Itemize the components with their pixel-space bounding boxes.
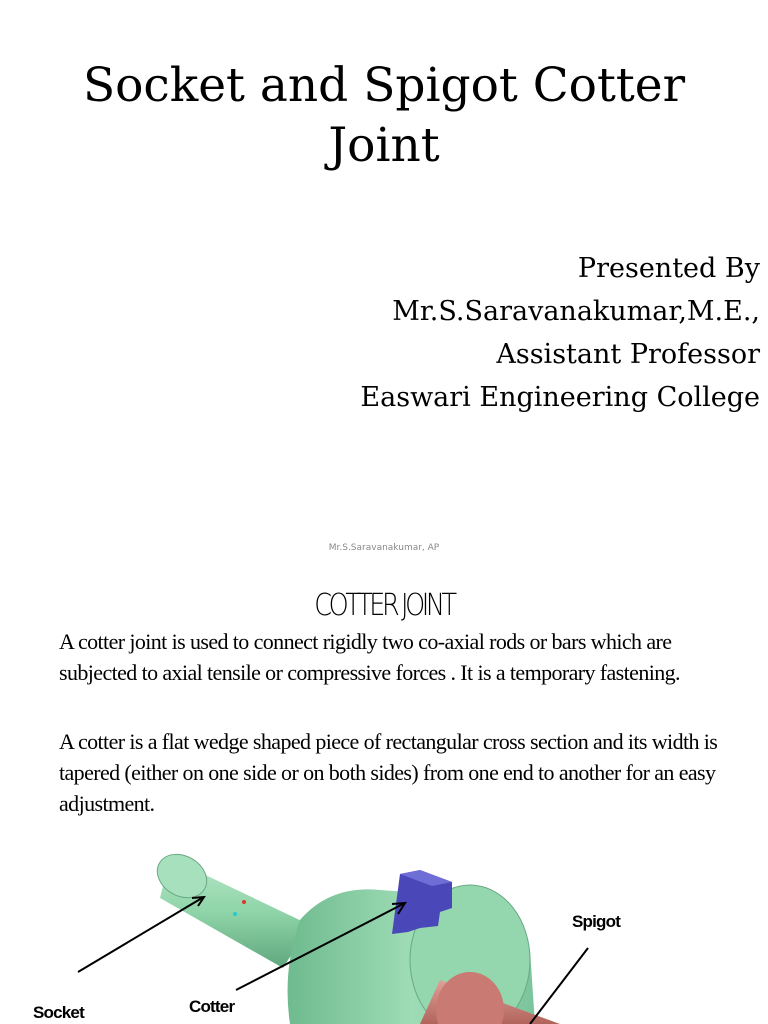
cotter-joint-diagram [0,830,768,1024]
slide-title [0,56,768,176]
presented-by-label: Presented By [577,253,760,284]
presenter-college: Easwari Engineering College [360,382,760,413]
socket-label: Socket [33,1003,84,1022]
slide-footer: Mr.S.Saravanakumar, AP [328,543,440,553]
title-line-2: Joint [328,118,440,173]
marker-dot-red [242,900,246,904]
socket-rod-shape [149,846,310,968]
presenter-block [360,248,760,419]
cotter-label: Cotter [189,997,235,1016]
definition-paragraph: A cotter joint is used to connect rigidly two co-axial rods or bars which are subjected to axial tensile or compressive forces . It is a temporary fastening. [59,629,680,685]
section-title: COTTER JOINT [314,588,454,623]
spigot-arrow [530,948,588,1024]
title-line-1: Socket and Spigot Cotter [82,58,686,113]
marker-dot-cyan [233,912,237,916]
socket-arrow [78,897,204,972]
presenter-name: Mr.S.Saravanakumar,M.E., [392,296,760,327]
spigot-label: Spigot [572,912,621,931]
presenter-role: Assistant Professor [496,339,760,370]
cotter-description-paragraph: A cotter is a flat wedge shaped piece of rectangular cross section and its width is tapered (either on one side or on both sides) from one end to another for an easy adjustment. [59,729,718,816]
